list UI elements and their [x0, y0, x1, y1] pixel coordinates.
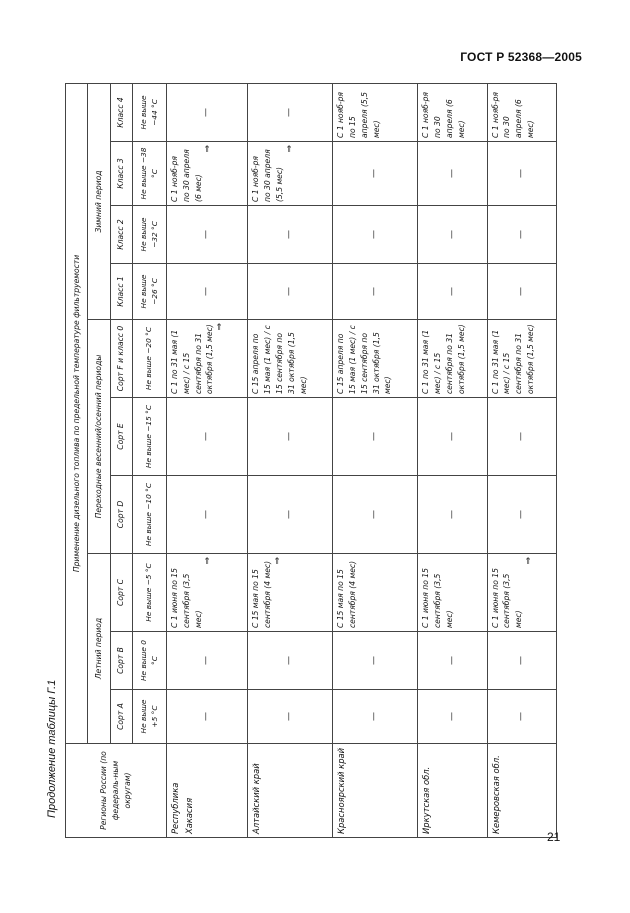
rotated-table-container [65, 84, 557, 838]
table-caption: Продолжение таблицы Г.1 [46, 679, 58, 818]
table-cell: — [167, 264, 248, 320]
grade-header: Сорт C [110, 554, 132, 632]
temp-header: Не выше −44 °С [132, 83, 166, 141]
table-cell: — [248, 632, 333, 690]
temp-header: Не выше 0 °С [132, 632, 166, 690]
table-cell: — [333, 398, 418, 476]
table-cell [248, 142, 333, 206]
temp-header: Не выше −15 °С [132, 398, 166, 476]
table-cell: — [248, 690, 333, 744]
table-cell: — [487, 476, 556, 554]
grade-header: Сорт A [110, 690, 132, 744]
table-cell: — [248, 83, 333, 141]
table-cell: — [167, 206, 248, 264]
table-row [167, 83, 248, 837]
table-cell: — [248, 264, 333, 320]
table-row [487, 83, 556, 837]
region-cell: Красноярский край [333, 744, 418, 838]
arrow-icon: ⇒ [284, 145, 295, 153]
table-cell: — [418, 142, 487, 206]
cell-text: С 1 нояб-ря по 30 апреля (6 мес) [170, 149, 203, 202]
table-cell: — [167, 83, 248, 141]
table-cell: С 15 апреля по 15 мая (1 мес) / с 15 сентября по 31 октября (1,5 мес) [248, 320, 333, 398]
grade-header: Класс 4 [110, 83, 132, 141]
cell-text: С 1 июня по 15 сентября (3,5 мес) [170, 568, 203, 628]
cell-text: С 1 нояб-ря по 30 апреля (5,5 мес) [251, 149, 284, 202]
grade-header: Сорт E [110, 398, 132, 476]
region-cell: Республика Хакасия [167, 744, 248, 838]
temp-header: Не выше −26 °С [132, 264, 166, 320]
region-cell: Иркутская обл. [418, 744, 487, 838]
table-cell: С 1 по 31 мая (1 мес) / с 15 сентября по 31 октября (1,5 мес) [418, 320, 487, 398]
arrow-icon: ⇒ [203, 557, 214, 565]
grade-header: Класс 3 [110, 142, 132, 206]
table-cell: — [418, 398, 487, 476]
arrow-icon: ⇒ [215, 323, 226, 331]
table-cell [487, 554, 556, 632]
table-cell [167, 142, 248, 206]
table-cell: С 15 апреля по 15 мая (1 мес) / с 15 сентября по 31 октября (1,5 мес) [333, 320, 418, 398]
table-cell: — [418, 690, 487, 744]
table-cell: С 15 мая по 15 сентября (4 мес) [333, 554, 418, 632]
standard-header: ГОСТ Р 52368—2005 [460, 50, 582, 64]
grade-header: Класс 2 [110, 206, 132, 264]
table-cell: — [333, 632, 418, 690]
table-cell: С 1 июня по 15 сентября (3,5 мес) [418, 554, 487, 632]
grade-row [110, 83, 132, 837]
arrow-icon: ⇒ [272, 557, 283, 565]
table-cell: — [333, 476, 418, 554]
table-cell: С 1 нояб-ря по 15 апреля (5,5 мес) [333, 83, 418, 141]
table-cell: — [487, 206, 556, 264]
table-cell: — [418, 632, 487, 690]
arrow-icon: ⇒ [203, 145, 214, 153]
cell-text: С 1 июня по 15 сентября (3,5 мес) [490, 568, 524, 628]
region-cell: Алтайский край [248, 744, 333, 838]
table-row [333, 83, 418, 837]
table-cell: С 1 по 31 мая (1 мес) / с 15 сентября по 31 октября (1,5 мес) [487, 320, 556, 398]
table-cell: — [333, 264, 418, 320]
table-cell: — [248, 206, 333, 264]
region-header: Регионы России (по федераль-ным округам) [66, 744, 167, 838]
table-cell: — [333, 206, 418, 264]
table-cell: — [167, 476, 248, 554]
table-cell: — [248, 398, 333, 476]
grade-header: Сорт F и класс 0 [110, 320, 132, 398]
grade-header: Сорт B [110, 632, 132, 690]
fuel-table [65, 83, 557, 838]
table-cell: — [418, 206, 487, 264]
table-cell: — [333, 690, 418, 744]
page-number: 21 [547, 830, 561, 844]
temperature-row [132, 83, 166, 837]
temp-header: Не выше −32 °С [132, 206, 166, 264]
table-cell: — [418, 476, 487, 554]
cell-text: С 15 мая по 15 сентября (4 мес) [251, 560, 273, 628]
main-header: Применение дизельного топлива по предельной температуре фильтруемости [66, 83, 88, 743]
table-row [248, 83, 333, 837]
arrow-icon: ⇒ [523, 557, 534, 565]
temp-header: Не выше −5 °С [132, 554, 166, 632]
grade-header: Класс 1 [110, 264, 132, 320]
table-cell: — [487, 690, 556, 744]
table-cell: — [248, 476, 333, 554]
table-cell: — [167, 398, 248, 476]
table-cell: — [167, 690, 248, 744]
table-cell: — [487, 142, 556, 206]
region-cell: Кемеровская обл. [487, 744, 556, 838]
table-cell: — [487, 398, 556, 476]
table-cell: С 1 нояб-ря по 30 апреля (6 мес) [487, 83, 556, 141]
table-cell [167, 320, 248, 398]
table-row [418, 83, 487, 837]
temp-header: Не выше −20 °С [132, 320, 166, 398]
winter-header: Зимний период [88, 83, 110, 319]
grade-header: Сорт D [110, 476, 132, 554]
table-cell: — [333, 142, 418, 206]
temp-header: Не выше −38 °С [132, 142, 166, 206]
table-cell: — [487, 264, 556, 320]
temp-header: Не выше +5 °С [132, 690, 166, 744]
table-cell [248, 554, 333, 632]
transition-header: Переходные весенний/осенний периоды [88, 320, 110, 554]
table-cell: — [167, 632, 248, 690]
temp-header: Не выше −10 °С [132, 476, 166, 554]
cell-text: С 1 по 31 мая (1 мес) / с 15 сентября по 31 октября (1,5 мес) [170, 324, 215, 394]
table-cell: — [487, 632, 556, 690]
summer-header: Летний период [88, 554, 110, 744]
table-cell [167, 554, 248, 632]
table-cell: — [418, 264, 487, 320]
table-cell: С 1 нояб-ря по 30 апреля (6 мес) [418, 83, 487, 141]
